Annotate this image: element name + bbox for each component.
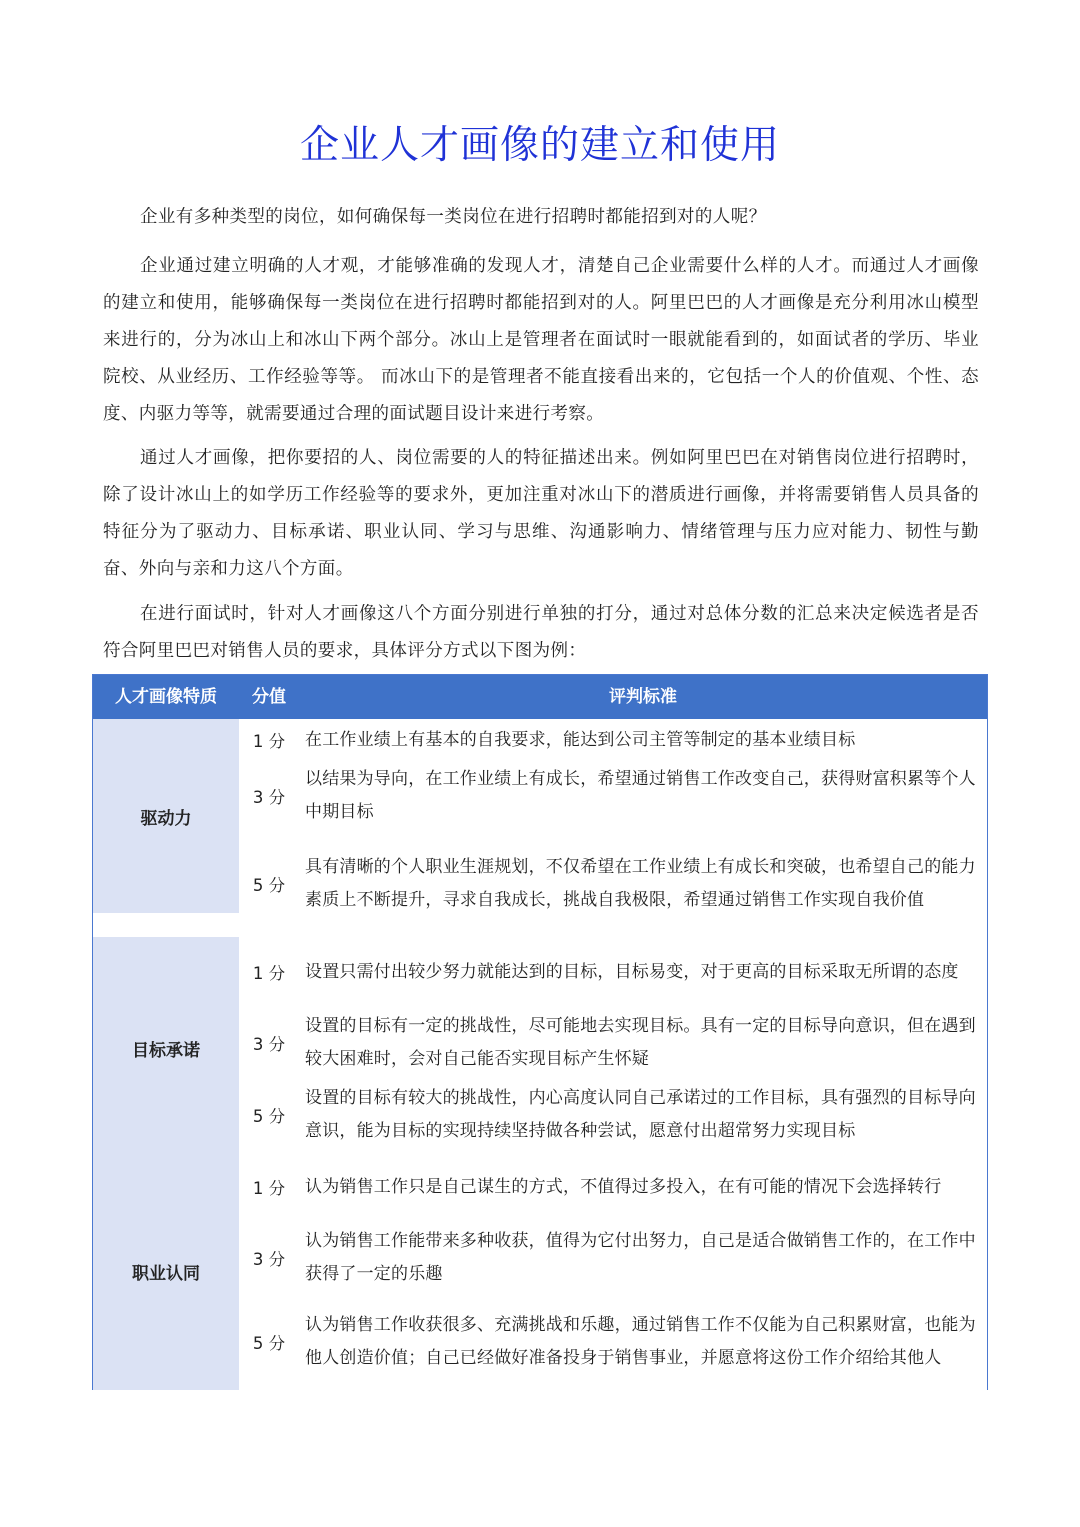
body-paragraph-sales-traits: 通过人才画像，把你要招的人、岗位需要的人的特征描述出来。例如阿里巴巴在对销售岗位进行招聘时，除了设计冰山上的如学历工作经验等的要求外，更加注重对冰山下的潜质进行画像，并将需要销售人员具备的特征分为了驱动力、目标承诺、职业认同、学习与思维、沟通影响力、情绪管理与压力应对能力、韧性与勤奋、外向与亲和力这八个方面。 — [103, 448, 979, 579]
score-cell: 3 分 — [252, 1035, 286, 1054]
header-criteria: 评判标准 — [609, 687, 677, 707]
table-row — [239, 937, 987, 1007]
page-title: 企业人才画像的建立和使用 — [299, 123, 780, 168]
table-row — [239, 1151, 987, 1223]
body-paragraph-talent-concept: 企业通过建立明确的人才观，才能够准确的发现人才，清楚自己企业需要什么样的人才。而通过人才画像的建立和使用，能够确保每一类岗位在进行招聘时都能招到对的人。阿里巴巴的人才画像是充分利用冰山模型来进行的，分为冰山上和冰山下两个部分。冰山上是管理者在面试时一眼就能看到的，如面试者的学历、毕业院校、从业经历、工作经验等等。 而冰山下的是管理者不能直接看出来的，它包括一个人的价值观、个性、态度、内驱力等等，就需要通过合理的面试题目设计来进行考察。 — [103, 256, 979, 424]
table-row — [239, 1007, 987, 1079]
score-cell: 5 分 — [252, 876, 286, 895]
score-cell: 5 分 — [252, 1107, 286, 1126]
criteria-cell: 认为销售工作收获很多、充满挑战和乐趣，通过销售工作不仅能为自己积累财富，也能为他人创造价值；自己已经做好准备投身于销售事业，并愿意将这份工作介绍给其他人 — [305, 1315, 976, 1368]
criteria-cell: 认为销售工作只是自己谋生的方式，不值得过多投入，在有可能的情况下会选择转行 — [305, 1176, 942, 1197]
table-row — [239, 1223, 987, 1293]
table-row — [239, 719, 987, 761]
scoring-table — [92, 674, 988, 1390]
trait-group-goal-commitment — [93, 937, 987, 1159]
criteria-cell: 在工作业绩上有基本的自我要求，能达到公司主管等制定的基本业绩目标 — [305, 729, 856, 750]
score-cell: 1 分 — [252, 964, 286, 983]
table-row — [239, 1079, 987, 1151]
score-cell: 5 分 — [252, 1334, 286, 1353]
trait-cell: 职业认同 — [93, 1151, 239, 1390]
trait-group-career-identity — [93, 1151, 987, 1390]
table-row — [239, 1293, 987, 1390]
table-header — [93, 675, 987, 719]
trait-group-drive — [93, 719, 987, 913]
criteria-cell: 设置的目标有较大的挑战性，内心高度认同自己承诺过的工作目标，具有强烈的目标导向意识，能为目标的实现持续坚持做各种尝试，愿意付出超常努力实现目标 — [305, 1088, 976, 1141]
intro-paragraph: 企业有多种类型的岗位，如何确保每一类岗位在进行招聘时都能招到对的人呢？ — [140, 207, 767, 227]
table-row — [239, 831, 987, 937]
header-score: 分值 — [252, 687, 286, 707]
body-paragraph-scoring: 在进行面试时，针对人才画像这八个方面分别进行单独的打分，通过对总体分数的汇总来决定候选者是否符合阿里巴巴对销售人员的要求，具体评分方式以下图为例： — [103, 604, 979, 661]
table-row — [239, 761, 987, 831]
score-cell: 3 分 — [252, 1250, 286, 1269]
criteria-cell: 以结果为导向，在工作业绩上有成长，希望通过销售工作改变自己，获得财富积累等个人中期目标 — [305, 769, 976, 822]
score-cell: 3 分 — [252, 788, 286, 807]
criteria-cell: 具有清晰的个人职业生涯规划，不仅希望在工作业绩上有成长和突破，也希望自己的能力素质上不断提升，寻求自我成长，挑战自我极限，希望通过销售工作实现自我价值 — [305, 857, 976, 910]
criteria-cell: 设置的目标有一定的挑战性，尽可能地去实现目标。具有一定的目标导向意识，但在遇到较大困难时，会对自己能否实现目标产生怀疑 — [305, 1016, 976, 1069]
trait-cell: 驱动力 — [93, 719, 239, 913]
score-cell: 1 分 — [252, 1179, 286, 1198]
trait-cell: 目标承诺 — [93, 937, 239, 1159]
header-trait: 人才画像特质 — [115, 687, 217, 707]
criteria-cell: 设置只需付出较少努力就能达到的目标，目标易变，对于更高的目标采取无所谓的态度 — [305, 961, 959, 982]
score-cell: 1 分 — [252, 732, 286, 751]
criteria-cell: 认为销售工作能带来多种收获，值得为它付出努力，自己是适合做销售工作的，在工作中获得了一定的乐趣 — [305, 1231, 976, 1284]
